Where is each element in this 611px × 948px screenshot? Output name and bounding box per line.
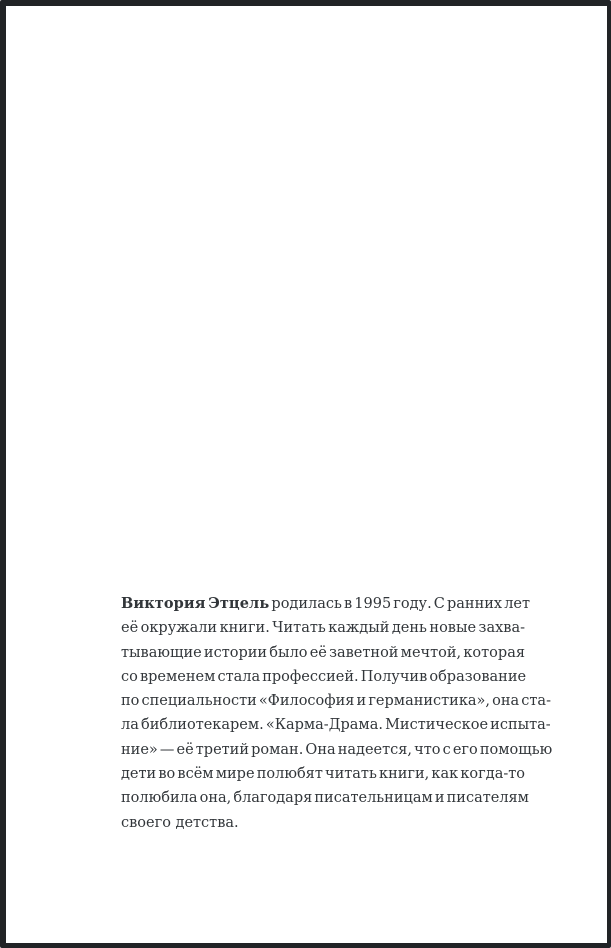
bio-line-inner: полюбила она, благодаря писательницам и писателям [121,790,529,807]
bio-line [121,616,525,640]
bio-line-inner: по специальности «Философия и германистика», она ста- [121,693,551,710]
bio-line [121,665,525,689]
bio-line [121,641,525,665]
author-bio-paragraph [121,592,553,835]
bio-line [121,689,551,713]
bio-line [121,592,531,616]
bio-line-inner: тывающие истории было её заветной мечтой, которая [121,644,525,661]
bio-line-inner: ние» — её третий роман. Она надеется, что с его помощью [121,741,553,758]
bio-line-inner: её окружали книги. Читать каждый день новые захва- [121,620,525,637]
bio-line-inner: дети во всём мире полюбят читать книги, как когда-то [121,766,525,783]
bio-line [121,762,525,786]
bio-line [121,786,529,810]
author-name: Виктория Этцель [121,595,270,612]
bio-line-inner: со временем стала профессией. Получив образование [121,668,527,685]
bio-line-inner: ла библиотекарем. «Карма-Драма. Мистическое испыта- [121,717,551,734]
bio-last-line [121,811,525,835]
bio-line [121,738,553,762]
bio-line-inner: своего детства. [121,814,239,831]
bio-line-1-rest: родилась в 1995 году. С ранних лет [269,596,531,612]
bio-line [121,713,551,737]
bio-line-inner [121,596,530,612]
